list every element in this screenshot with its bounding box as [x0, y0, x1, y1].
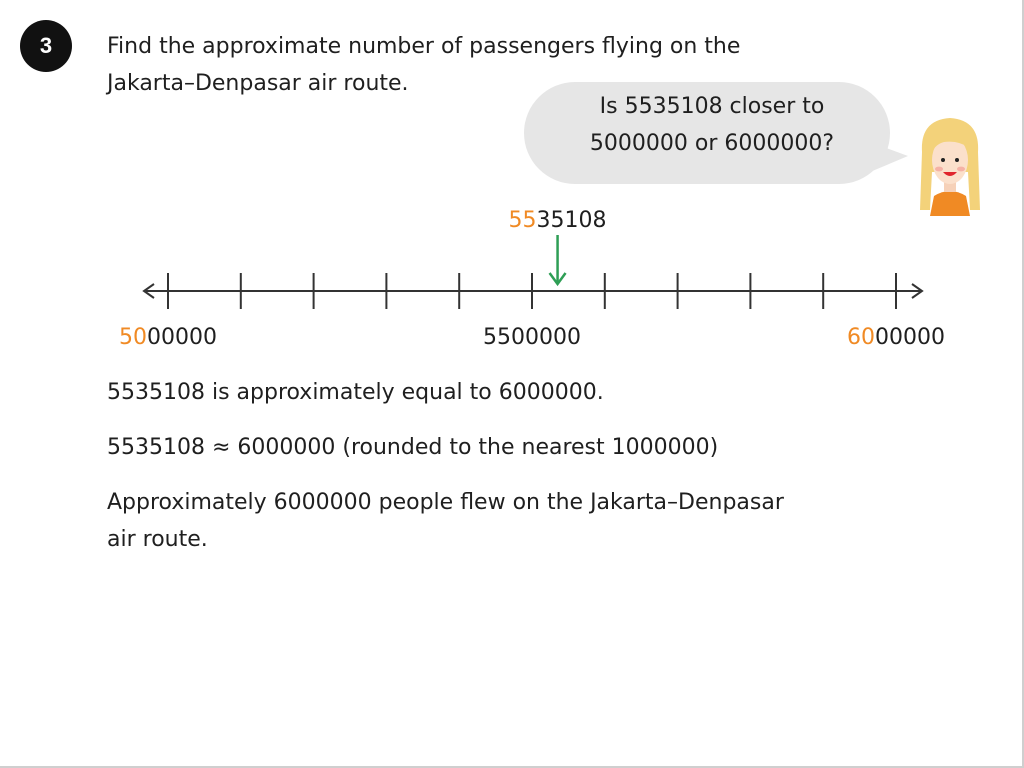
speech-bubble-text — [524, 88, 900, 162]
label-end — [847, 325, 945, 350]
rounding-sentence: 5535108 ≈ 6000000 (rounded to the nearest 1000000) — [107, 435, 719, 460]
label-middle: 5500000 — [483, 325, 581, 350]
answer-line-2: air route. — [107, 527, 208, 552]
question-text-line-1: Find the approximate number of passengers flying on the — [107, 34, 741, 59]
answer-sentence — [107, 484, 907, 558]
label-start-rest: 00000 — [147, 325, 217, 350]
question-text-line-2: Jakarta–Denpasar air route. — [107, 71, 409, 96]
label-start-highlight: 50 — [119, 325, 147, 350]
label-end-rest: 00000 — [875, 325, 945, 350]
speech-bubble-line-2: 5000000 or 6000000? — [589, 131, 835, 156]
speech-bubble-line-1: Is 5535108 closer to — [599, 94, 825, 119]
question-number-badge — [20, 20, 72, 72]
label-start — [119, 325, 217, 350]
marked-value-arrow — [550, 235, 566, 284]
marked-value-rest: 35108 — [536, 208, 607, 233]
marked-value-highlight: 55 — [508, 208, 537, 233]
answer-line-1: Approximately 6000000 people flew on the Jakarta–Denpasar — [107, 490, 784, 515]
question-number: 3 — [39, 33, 53, 58]
approximation-sentence: 5535108 is approximately equal to 6000000. — [107, 380, 604, 405]
marked-value-label — [509, 208, 607, 233]
label-end-highlight: 60 — [847, 325, 875, 350]
number-line — [0, 195, 1000, 355]
